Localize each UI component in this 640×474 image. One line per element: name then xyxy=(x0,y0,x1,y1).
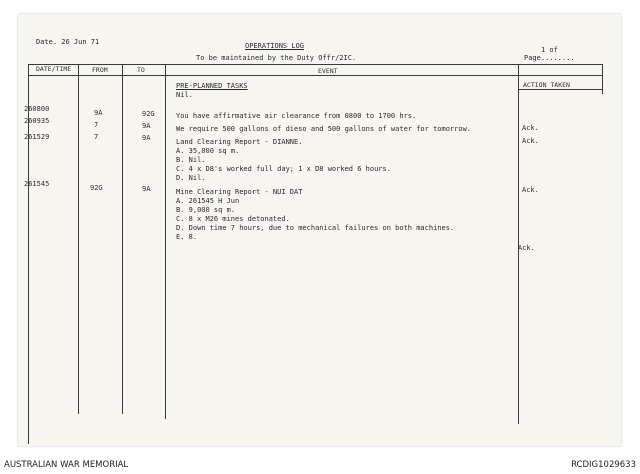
footer xyxy=(0,456,640,474)
col-divider xyxy=(122,64,123,414)
event-line: Land Clearing Report - DIANNE. xyxy=(176,138,303,146)
event-line: C. 8 x M26 mines detonated. xyxy=(176,215,290,223)
row-to: 9A xyxy=(142,185,151,193)
col-header-to: TO xyxy=(137,66,145,74)
col-divider xyxy=(602,64,603,94)
row-action: Ack. xyxy=(522,137,539,145)
event-line: E. 8. xyxy=(176,233,198,241)
row-to: 9A xyxy=(142,122,151,130)
subtitle: To be maintained by the Duty Offr/2IC. xyxy=(196,54,357,62)
col-header-from: FROM xyxy=(92,66,108,74)
row-action: Ack. xyxy=(522,186,539,194)
footer-id: RCDIG1029633 xyxy=(571,460,636,470)
event-line: D. Nil. xyxy=(176,174,206,182)
event-line: Mine Clearing Report - NUI DAT xyxy=(176,188,303,196)
table-top-rule xyxy=(28,64,603,65)
col-divider xyxy=(78,64,79,414)
row-from: 92G xyxy=(90,184,103,192)
row-from: 7 xyxy=(94,121,99,129)
row-datetime: 261545 xyxy=(24,180,50,188)
event-line: D. Down time 7 hours, due to mechanical failures on both machines. xyxy=(176,224,455,232)
row-to: 9A xyxy=(142,134,151,142)
row-action: Ack. xyxy=(518,244,535,252)
col-header-event: EVENT xyxy=(318,67,338,75)
row-action: Ack. xyxy=(522,124,539,132)
event-line: PRE-PLANNED TASKS xyxy=(176,82,248,90)
row-to: 92G xyxy=(142,110,155,118)
event-line: We require 500 gallons of dieso and 500 gallons of water for tomorrow. xyxy=(176,125,472,133)
event-line: A. 261545 H Jun xyxy=(176,197,240,205)
col-divider xyxy=(165,64,166,419)
col-header-datetime: DATE/TIME xyxy=(36,65,72,73)
page-of: 1 of xyxy=(541,46,558,54)
page-label: Page........ xyxy=(524,54,575,62)
event-line: C. 4 x D8's worked full day; 1 x D8 worked 6 hours. xyxy=(176,165,391,173)
row-from: 9A xyxy=(94,109,103,117)
event-line: B. Nil. xyxy=(176,156,206,164)
event-line: A. 35,000 sq m. xyxy=(176,147,240,155)
page-title: OPERATIONS LOG xyxy=(245,42,305,50)
event-line: You have affirmative air clearance from 0800 to 1700 hrs. xyxy=(176,112,417,120)
table-header-rule xyxy=(28,75,603,76)
col-header-action: ACTION TAKEN xyxy=(523,81,570,89)
event-line: B. 9,000 sq m. xyxy=(176,206,236,214)
row-datetime: 261529 xyxy=(24,133,50,141)
row-datetime: 260800 xyxy=(24,105,50,113)
row-from: 7 xyxy=(94,133,99,141)
date-label: Date. 26 Jun 71 xyxy=(36,38,100,46)
event-line: Nil. xyxy=(176,91,193,99)
row-datetime: 260935 xyxy=(24,117,50,125)
log-sheet xyxy=(18,14,621,446)
footer-source: AUSTRALIAN WAR MEMORIAL xyxy=(4,460,129,470)
